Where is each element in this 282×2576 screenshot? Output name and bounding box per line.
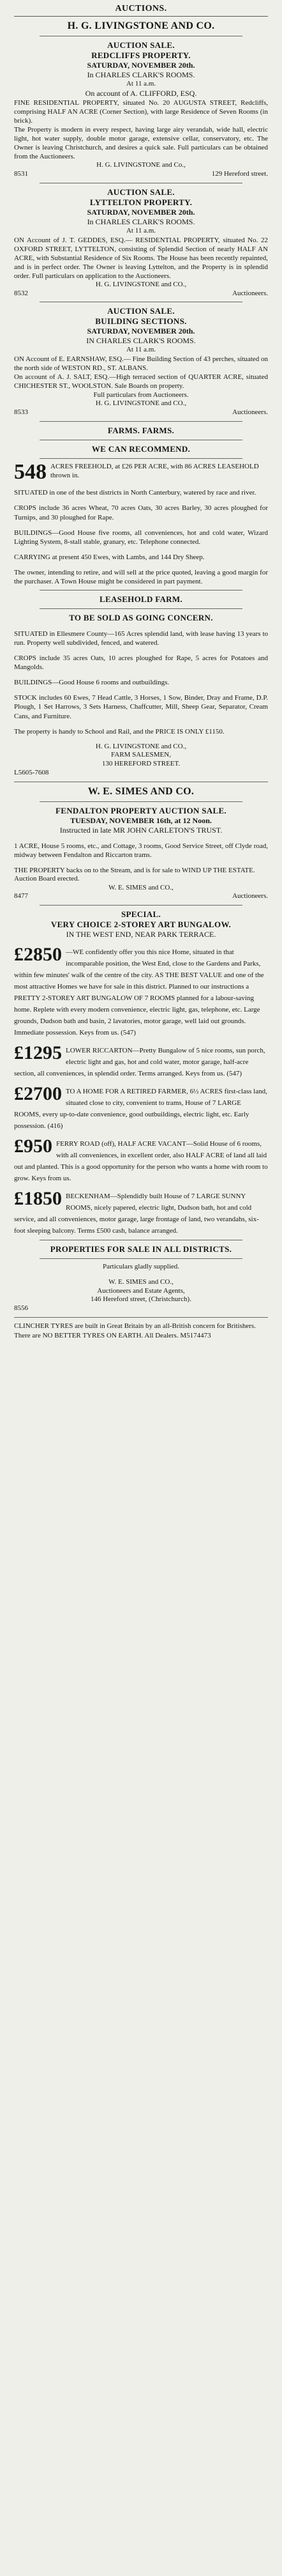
ad-ref: L5605-7608: [14, 768, 49, 776]
buildings: BUILDINGS—Good House five rooms, all conveniences, hot and cold water, Wizard Lighting System, 8-stall stable, granary, etc. Telephone connected.: [14, 528, 268, 546]
price: £1850: [14, 1188, 62, 1210]
role: FARM SALESMEN,: [111, 751, 171, 759]
ad-building-sections: [14, 306, 268, 417]
role: Auctioneers.: [232, 892, 268, 900]
instruction: Instructed in late MR JOHN CARLETON'S TRUST.: [59, 825, 223, 835]
particulars: Full particulars from Auctioneers.: [93, 390, 189, 399]
sale-date: TUESDAY, NOVEMBER 16th, at 12 Noon.: [70, 815, 212, 825]
listing-text: TO A HOME FOR A RETIRED FARMER, 6½ ACRES first-class land, situated close to city, convenient to trams, House of 7 LARGE ROOMS, every up-to-date convenience, good outbuildings, electric light, etc. Early possession. (416): [14, 1088, 267, 1130]
ad-body-text: FINE RESIDENTIAL PROPERTY, situated No. 20 AUGUSTA STREET, Redcliffs, comprising HALF AN ACRE (Corner Section), with large Residence of Seven Rooms (in brick).: [14, 98, 268, 125]
ad-body-2: On account of A. J. SALT, ESQ.—High terraced section of QUARTER ACRE, situated CHICHESTER ST., WOOLSTON. Sale Boards on property.: [14, 373, 268, 390]
sale-time: At 11 a.m.: [126, 346, 156, 354]
firm-title: W. E. SIMES AND CO.: [87, 785, 195, 797]
listing-text: FERRY ROAD (off), HALF ACRE VACANT—Solid House of 6 rooms, with all conveniences, in excellent order, also HALF ACRE of land all laid out and planted. This is a good opportunity for the person who wants a home with room to grow. Keys from us.: [14, 1140, 268, 1183]
sale-time: At 11 a.m.: [126, 80, 156, 88]
sale-venue: In CHARLES CLARK'S ROOMS.: [87, 217, 195, 226]
signature: H. G. LIVINGSTONE and CO.,: [95, 399, 187, 408]
recommend-heading: WE CAN RECOMMEND.: [91, 443, 191, 454]
ref-row: [14, 289, 268, 298]
carrying: CARRYING at present 450 Ewes, with Lambs, and 144 Dry Sheep.: [14, 553, 205, 561]
leasehold-heading: LEASEHOLD FARM.: [100, 594, 182, 604]
sale-date: SATURDAY, NOVEMBER 20th.: [87, 61, 195, 70]
ad-ref: 8556: [14, 1304, 28, 1313]
sale-time: At 11 a.m.: [126, 226, 156, 235]
sale-heading: AUCTION SALE.: [107, 187, 175, 197]
acreage-line: [14, 459, 268, 484]
ad-ref: M5174473: [180, 1331, 211, 1339]
account-line: On account of A. CLIFFORD, ESQ.: [85, 88, 197, 98]
stock: STOCK includes 60 Ewes, 7 Head Cattle, 3 Horses, 1 Sow, Binder, Dray and Frame, D.P. Plough, 1 Set Harrows, 3 Sets Harness, Chaffcutter, Mill, Sheep Gear, Separator, Cream Cans, and Furniture.: [14, 694, 268, 720]
auction-board: Auction Board erected.: [14, 874, 80, 883]
auctions-column: [14, 4, 268, 1340]
signature: W. E. SIMES and CO.,: [108, 883, 174, 891]
location: IN THE WEST END, NEAR PARK TERRACE.: [66, 930, 216, 939]
role: Auctioneers and Estate Agents,: [97, 1286, 185, 1295]
going-concern: TO BE SOLD AS GOING CONCERN.: [69, 612, 213, 622]
listing: [14, 946, 268, 1038]
ad-ref: 8531: [14, 170, 28, 178]
listing: [14, 1138, 268, 1184]
ref-row: [14, 408, 268, 417]
ref-row: [14, 892, 268, 901]
situated: SITUATED in one of the best districts in North Canterbury, watered by race and river.: [14, 489, 256, 497]
sale-venue: IN CHARLES CLARK'S ROOMS.: [86, 336, 196, 346]
divider: [40, 1258, 242, 1259]
role: Auctioneers.: [232, 289, 268, 297]
signature: W. E. SIMES and CO.,: [108, 1277, 174, 1286]
ad-farms: [14, 426, 268, 778]
sale-date: SATURDAY, NOVEMBER 20th.: [87, 207, 195, 217]
ad-body: [14, 98, 268, 125]
handy-note: The property is handy to School and Rail, and the PRICE IS ONLY £1150.: [14, 727, 225, 736]
address: 146 Hereford street, (Christchurch).: [91, 1295, 191, 1304]
sale-heading: AUCTION SALE.: [107, 40, 175, 50]
listing: [14, 1085, 268, 1131]
divider: [40, 608, 242, 609]
ad-clincher: [14, 1322, 268, 1341]
address: 129 Hereford street.: [211, 170, 268, 178]
signature: H. G. LIVINGSTONE and CO.,: [95, 280, 187, 288]
signature: H. G. LIVINGSTONE and Co.,: [96, 161, 186, 169]
ad-body: ON Account of E. EARNSHAW, ESQ.— Fine Building Section of 43 perches, situated on the north side of WESTON RD., ST. ALBANS.: [14, 355, 268, 373]
crops: CROPS include 36 acres Wheat, 70 acres Oats, 30 acres Barley, 30 acres ploughed for Turnips, and 30 ploughed for Rape.: [14, 504, 268, 521]
property-title: FENDALTON PROPERTY AUCTION SALE.: [56, 805, 226, 815]
property-title: BUILDING SECTIONS.: [95, 316, 187, 327]
divider: [40, 421, 242, 422]
ad-special: [14, 909, 268, 1313]
owner-note: The owner, intending to retire, and will sell at the price quoted, leaving a good margin for the purchaser. A Town House might be considered in part payment.: [14, 568, 268, 585]
price: £2700: [14, 1083, 62, 1105]
crops-2: CROPS include 35 acres Oats, 10 acres ploughed for Rape, 5 acres for Potatoes and Mangolds.: [14, 654, 268, 672]
property-title: LYTTELTON PROPERTY.: [89, 197, 193, 207]
ad-ref: 8532: [14, 289, 28, 297]
price: £950: [14, 1136, 52, 1157]
sale-venue: In CHARLES CLARK'S ROOMS.: [87, 70, 195, 79]
situated-2: SITUATED in Ellesmere County—165 Acres splendid land, with lease having 13 years to run. Property well subdivided, fenced, and watered.: [14, 629, 268, 647]
listing: [14, 1190, 268, 1236]
special-heading: SPECIAL.: [121, 909, 161, 920]
ad-body: 1 ACRE, House 5 rooms, etc., and Cottage, 3 rooms, Good Service Street, off Clyde road, midway between Fendalton and Riccarton trams.: [14, 842, 268, 859]
sale-date: SATURDAY, NOVEMBER 20th.: [87, 327, 195, 336]
clincher-text: CLINCHER TYRES are built in Great Britain by an all-British concern for Britishers. There are NO BETTER TYRES ON EARTH. All Dealers.: [14, 1322, 256, 1339]
ad-body: ON Account of J. T. GEDDES, ESQ.— RESIDENTIAL PROPERTY, situated No. 22 OXFORD STREET, LYTTELTON, consisting of Splendid Section of nearly HALF AN ACRE, with Substantial Residence of Six Rooms. The House has been recently repainted, and is in perfect order. The Owner is leaving Lyttelton, and the Property is in splendid order. Full particulars on application to the Auctioneers.: [14, 236, 268, 280]
divider: [40, 458, 242, 459]
price: £1295: [14, 1042, 62, 1064]
listing: [14, 1044, 268, 1079]
divider: [40, 801, 242, 802]
particulars: Particulars gladly supplied.: [102, 1263, 180, 1271]
divider: [14, 1317, 268, 1318]
acreage-number: 548: [14, 459, 47, 484]
ad-body-2: The Property is modern in every respect, having large airy verandah, wide hall, electric light, hot water supply, double motor garage, extensive cellar, conservatory, etc. The Owner is leaving Christchurch, and desires a quick sale. Full particulars can be obtained from the Auctioneers.: [14, 125, 268, 161]
ad-lyttelton: [14, 187, 268, 298]
address: 130 HEREFORD STREET.: [101, 760, 181, 768]
property-title: VERY CHOICE 2-STOREY ART BUNGALOW.: [50, 920, 232, 930]
farms-heading: FARMS. FARMS.: [107, 425, 175, 435]
firm-title: H. G. LIVINGSTONE AND CO.: [67, 20, 215, 31]
acreage-text: ACRES FREEHOLD, at £26 PER ACRE, with 86 ACRES LEASEHOLD thrown in.: [50, 462, 259, 479]
properties-heading: PROPERTIES FOR SALE IN ALL DISTRICTS.: [50, 1244, 232, 1254]
ad-redcliffs: [14, 40, 268, 179]
listing-text: —WE confidently offer you this nice Home, situated in that incomparable position, the West End, close to the Gardens and Parks, within few minutes' walk of the centre of the city. AS THE BEST VALUE and one of the most attractive Homes we have for sale in this district. Planned to our instructions a PRETTY 2-STOREY ART BUNGALOW OF 7 ROOMS planned for a labour-saving home. Replete with every modern convenience, electric light, gas, telephone, etc. Large grounds, Dudson bath and basin, 2 lavatories, motor garage, well laid out grounds. Immediate possession. Keys from us. (547): [14, 948, 264, 1037]
buildings-2: BUILDINGS—Good House 6 rooms and outbuildings.: [14, 679, 170, 687]
section-header: AUCTIONS.: [14, 4, 268, 17]
listing-text: LOWER RICCARTON—Pretty Bungalow of 5 nice rooms, sun porch, electric light and gas, hot and cold water, motor garage, half-acre section, all conveniences, in splendid order. Terms arranged. Keys from us. (547): [14, 1047, 265, 1078]
ref-row: [14, 170, 268, 179]
ad-ref: 8533: [14, 408, 28, 416]
signature: H. G. LIVINGSTONE and CO.,: [95, 742, 187, 750]
sale-heading: AUCTION SALE.: [107, 306, 175, 316]
role: Auctioneers.: [232, 408, 268, 416]
ad-fendalton: [14, 806, 268, 901]
divider: [40, 905, 242, 906]
price: £2850: [14, 944, 62, 966]
ad-ref: 8477: [14, 892, 28, 900]
listing-text: BECKENHAM—Splendidly built House of 7 LARGE SUNNY ROOMS, nicely papered, electric light, Dudson bath, hot and cold service, and all conveniences, motor garage, large frontage of land, two verandahs, six-foot sleeping balcony. Terms £500 cash, balance arranged.: [14, 1192, 259, 1235]
property-title: REDCLIFFS PROPERTY.: [91, 50, 191, 60]
backs-note: THE PROPERTY backs on to the Stream, and is for sale to WIND UP THE ESTATE.: [14, 866, 255, 874]
